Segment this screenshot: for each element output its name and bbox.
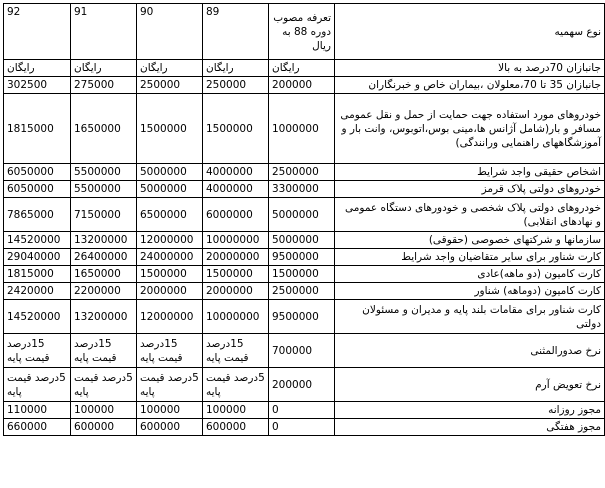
row-value-cell: 200000 [268, 77, 334, 94]
row-value-cell: 250000 [136, 77, 202, 94]
row-value-cell: 5000000 [136, 164, 202, 181]
row-value-cell: 2500000 [268, 164, 334, 181]
row-label: مجوز هفتگی [334, 419, 604, 436]
row-value-cell: 15درصد قیمت پایه [70, 334, 136, 368]
row-value-cell: 2200000 [70, 283, 136, 300]
row-value-cell: 1000000 [268, 94, 334, 164]
row-value-cell: 100000 [70, 402, 136, 419]
row-value-cell: 14520000 [3, 232, 70, 249]
row-value-cell: رایگان [136, 60, 202, 77]
row-value-cell: 5000000 [268, 198, 334, 232]
row-value-cell: 1500000 [136, 94, 202, 164]
row-value-cell: 7865000 [3, 198, 70, 232]
row-value-cell: 110000 [3, 402, 70, 419]
row-value-cell: 4000000 [202, 164, 268, 181]
row-label: خودروهای مورد استفاده جهت حمایت از حمل و نقل عمومی مسافر و بار(شامل آژانس ها،مینی بوس،اتوبوس، وانت بار و آموزشگاههای راهنمایی ورانندگی) [334, 94, 604, 164]
row-value-cell: 3300000 [268, 181, 334, 198]
table-row [3, 334, 604, 368]
row-value-cell: 6050000 [3, 181, 70, 198]
row-value-cell: 4000000 [202, 181, 268, 198]
row-value-cell: رایگان [268, 60, 334, 77]
row-value-cell: 6050000 [3, 164, 70, 181]
row-value-cell: 2420000 [3, 283, 70, 300]
row-value-cell: 9500000 [268, 300, 334, 334]
row-value-cell: 1815000 [3, 94, 70, 164]
row-value-cell: 5000000 [268, 232, 334, 249]
header-year-91: 91 [70, 4, 136, 60]
row-value-cell: 600000 [202, 419, 268, 436]
table-row [3, 60, 604, 77]
row-value-cell: 12000000 [136, 300, 202, 334]
row-value-cell: 15درصد قیمت پایه [202, 334, 268, 368]
table-row [3, 181, 604, 198]
row-value-cell: 10000000 [202, 300, 268, 334]
row-value-cell: 5درصد قیمت پایه [202, 368, 268, 402]
row-value-cell: 302500 [3, 77, 70, 94]
row-value-cell: 275000 [70, 77, 136, 94]
row-value-cell: 10000000 [202, 232, 268, 249]
row-value-cell: 5درصد قیمت پایه [136, 368, 202, 402]
row-value-cell: 2000000 [136, 283, 202, 300]
row-label: سازمانها و شرکتهای خصوصی (حقوقی) [334, 232, 604, 249]
row-value-cell: 1500000 [136, 266, 202, 283]
row-value-cell: 200000 [268, 368, 334, 402]
table-row [3, 402, 604, 419]
row-value-cell: 14520000 [3, 300, 70, 334]
row-value-cell: 6000000 [202, 198, 268, 232]
row-value-cell: 13200000 [70, 300, 136, 334]
table-row [3, 266, 604, 283]
row-label: مجوز روزانه [334, 402, 604, 419]
header-type: نوع سهمیه [334, 4, 604, 60]
table-row [3, 368, 604, 402]
row-value-cell: 12000000 [136, 232, 202, 249]
row-value-cell: 100000 [136, 402, 202, 419]
row-value-cell: 1500000 [202, 266, 268, 283]
row-value-cell: 24000000 [136, 249, 202, 266]
row-value-cell: 1500000 [202, 94, 268, 164]
row-value-cell: 1650000 [70, 94, 136, 164]
row-label: کارت شناور برای سایر متقاضیان واجد شرایط [334, 249, 604, 266]
header-year-89: 89 [202, 4, 268, 60]
row-label: خودروهای دولتی پلاک شخصی و خودورهای دستگاه عمومی و نهادهای انقلابی) [334, 198, 604, 232]
row-value-cell: 1815000 [3, 266, 70, 283]
row-value-cell: 5500000 [70, 164, 136, 181]
table-row [3, 94, 604, 164]
quota-tariff-table-wrapper [3, 3, 604, 436]
row-label: کارت کامیون (دو ماهه)عادی [334, 266, 604, 283]
row-value-cell: 15درصد قیمت پایه [3, 334, 70, 368]
row-value-cell: 700000 [268, 334, 334, 368]
row-value-cell: 600000 [136, 419, 202, 436]
table-row [3, 232, 604, 249]
row-value-cell: 6500000 [136, 198, 202, 232]
quota-tariff-table [3, 3, 605, 436]
row-value-cell: 0 [268, 402, 334, 419]
row-label: نرخ صدورالمثنی [334, 334, 604, 368]
row-value-cell: 600000 [70, 419, 136, 436]
row-value-cell: 5درصد قیمت پایه [70, 368, 136, 402]
row-value-cell: رایگان [202, 60, 268, 77]
row-value-cell: 5درصد قیمت پایه [3, 368, 70, 402]
row-label: خودروهای دولتی پلاک قرمز [334, 181, 604, 198]
table-row [3, 77, 604, 94]
row-value-cell: 20000000 [202, 249, 268, 266]
table-row [3, 300, 604, 334]
row-label: نرخ تعویض آرم [334, 368, 604, 402]
row-value-cell: رایگان [3, 60, 70, 77]
row-value-cell: 660000 [3, 419, 70, 436]
header-year-90: 90 [136, 4, 202, 60]
row-label: کارت شناور برای مقامات بلند پایه و مدیران و مسئولان دولتی [334, 300, 604, 334]
row-value-cell: 5000000 [136, 181, 202, 198]
row-label: جانبازان 35 تا 70،معلولان ،بیماران خاص و خبرنگاران [334, 77, 604, 94]
row-value-cell: 5500000 [70, 181, 136, 198]
row-value-cell: 2500000 [268, 283, 334, 300]
row-value-cell: 0 [268, 419, 334, 436]
row-value-cell: 7150000 [70, 198, 136, 232]
row-value-cell: 1500000 [268, 266, 334, 283]
row-label: جانبازان 70درصد به بالا [334, 60, 604, 77]
row-value-cell: 250000 [202, 77, 268, 94]
row-value-cell: 1650000 [70, 266, 136, 283]
row-value-cell: 13200000 [70, 232, 136, 249]
header-row [3, 4, 604, 60]
row-value-cell: 29040000 [3, 249, 70, 266]
row-value-cell: 100000 [202, 402, 268, 419]
row-label: اشخاص حقیقی واجد شرایط [334, 164, 604, 181]
table-row [3, 198, 604, 232]
table-row [3, 164, 604, 181]
row-value-cell: رایگان [70, 60, 136, 77]
row-label: کارت کامیون (دوماهه) شناور [334, 283, 604, 300]
row-value-cell: 9500000 [268, 249, 334, 266]
table-row [3, 283, 604, 300]
header-tariff: تعرفه مصوب دوره 88 به ریال [268, 4, 334, 60]
row-value-cell: 2000000 [202, 283, 268, 300]
row-value-cell: 15درصد قیمت پایه [136, 334, 202, 368]
table-row [3, 249, 604, 266]
row-value-cell: 26400000 [70, 249, 136, 266]
table-row [3, 419, 604, 436]
header-year-92: 92 [3, 4, 70, 60]
